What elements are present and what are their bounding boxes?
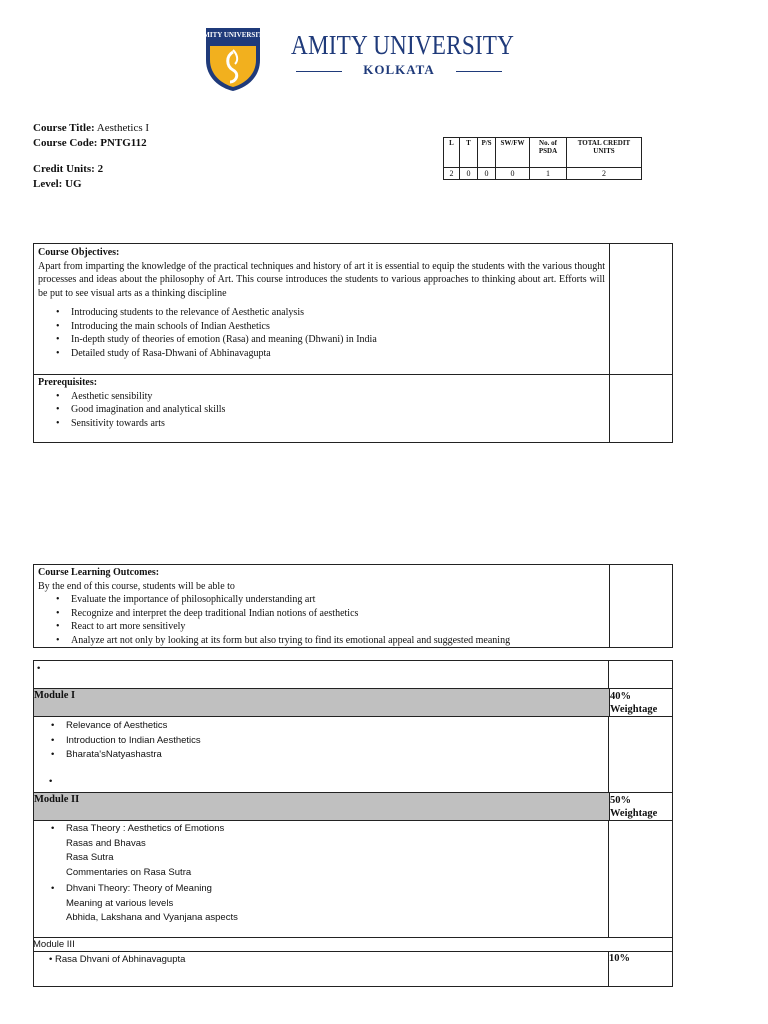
list-item: • Rasa Theory : Aesthetics of Emotions	[66, 822, 238, 837]
module-1-header	[33, 688, 673, 717]
module-1-list	[33, 719, 201, 763]
prerequisites-list	[38, 390, 605, 431]
list-item: • Sensitivity towards arts	[71, 417, 605, 431]
list-item: • React to art more sensitively	[71, 620, 605, 634]
objectives-section	[38, 246, 605, 360]
module-1-trailing-bullet: •	[49, 776, 53, 787]
module-2-content	[33, 821, 673, 937]
campus-label: KOLKATA	[363, 62, 435, 77]
module-2-weight: 50% Weightage	[610, 795, 658, 819]
university-name: AMITY UNIVERSITY	[291, 30, 515, 60]
course-code: Course Code: PNTG112	[33, 137, 147, 149]
outcomes-box	[33, 564, 673, 648]
modules-top-row	[33, 660, 673, 688]
list-item: • Bharata'sNatyashastra	[66, 748, 201, 763]
course-title: Course Title: Aesthetics I	[33, 122, 150, 134]
list-item: • Evaluate the importance of philosophically understanding art	[71, 593, 605, 607]
objectives-box	[33, 243, 673, 443]
list-item: • Detailed study of Rasa-Dhwani of Abhinavagupta	[71, 347, 605, 361]
module-3-title: Module III	[33, 939, 75, 950]
module-2-sub-5: Abhida, Lakshana and Vyanjana aspects	[66, 912, 238, 923]
outcomes-list	[38, 593, 605, 647]
module-2-list	[33, 822, 238, 926]
prerequisites-heading: Prerequisites:	[38, 377, 98, 388]
module-2-sub-2: Rasa Sutra	[66, 852, 114, 863]
top-bullet: •	[37, 663, 41, 674]
module-2-header	[33, 792, 673, 821]
list-item: • Recognize and interpret the deep traditional Indian notions of aesthetics	[71, 607, 605, 621]
module-3-content	[33, 952, 673, 987]
objectives-heading: Course Objectives:	[38, 247, 120, 258]
list-item: • Aesthetic sensibility	[71, 390, 605, 404]
list-item: • Analyze art not only by looking at its form but also trying to find its emotional appeal and suggested meaning	[71, 634, 605, 648]
list-item: • In-depth study of theories of emotion (Rasa) and meaning (Dhwani) in India	[71, 333, 605, 347]
svg-text:AMITY UNIVERSITY: AMITY UNIVERSITY	[198, 31, 268, 39]
list-item: • Introduction to Indian Aesthetics	[66, 734, 201, 749]
campus-name	[296, 62, 502, 80]
list-item: • Introducing the main schools of Indian Aesthetics	[71, 320, 605, 334]
module-1-weight: 40% Weightage	[610, 691, 658, 715]
module-1-content	[33, 717, 673, 792]
outcomes-heading: Course Learning Outcomes:	[38, 567, 160, 578]
list-item: • Dhvani Theory: Theory of Meaning	[66, 882, 238, 897]
list-item: • Relevance of Aesthetics	[66, 719, 201, 734]
outcomes-section	[38, 566, 605, 647]
credit-table: L T P/S SW/FW No. of PSDA TOTAL CREDIT UNITS 2 0 0 0 1 2	[443, 137, 642, 180]
objectives-list	[38, 306, 605, 360]
module-3-item: • Rasa Dhvani of Abhinavagupta	[49, 954, 186, 965]
list-item: • Good imagination and analytical skills	[71, 403, 605, 417]
module-2-sub-1: Rasas and Bhavas	[66, 837, 146, 849]
objectives-text: Apart from imparting the knowledge of the practical techniques and history of art it is essential to equip the students with the various thought processes and ideas about the philosophy of Art. This course introduces the students to various approaches to thinking about art. Efforts will be put to see visual arts as a thinking discipline	[38, 260, 605, 299]
module-2-sub-4: Meaning at various levels	[66, 897, 174, 909]
prerequisites-section	[38, 376, 605, 430]
credit-units: Credit Units: 2	[33, 163, 104, 175]
module-1-title: Module I	[34, 690, 76, 701]
course-level: Level: UG	[33, 178, 82, 190]
list-item: • Introducing students to the relevance of Aesthetic analysis	[71, 306, 605, 320]
module-2-title: Module II	[34, 794, 80, 805]
module-2-sub-3: Commentaries on Rasa Sutra	[66, 866, 192, 878]
university-logo	[198, 26, 268, 92]
outcomes-intro: By the end of this course, students will be able to	[38, 580, 235, 592]
module-3-weight: 10%	[609, 953, 630, 964]
module-3-header	[33, 937, 673, 952]
